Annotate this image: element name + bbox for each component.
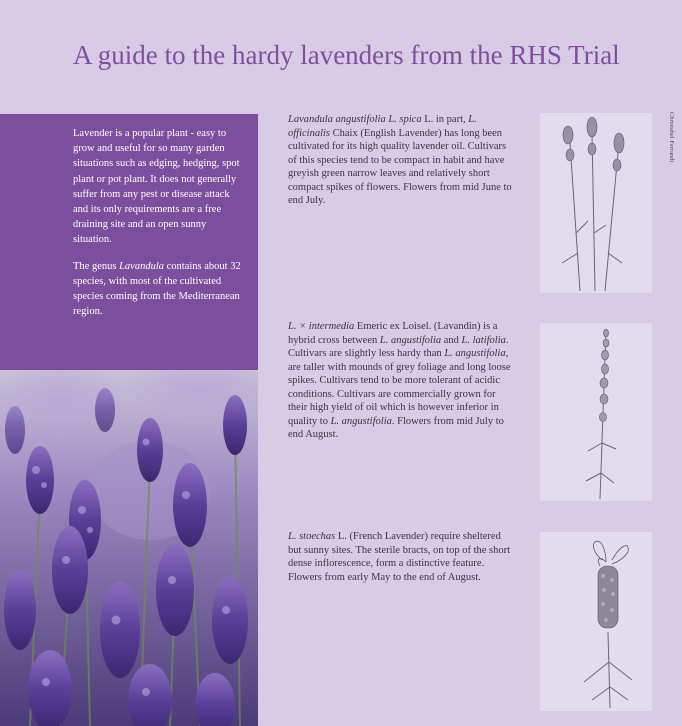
species-text: . Flowers from mid July to end August. <box>288 415 504 440</box>
species-reference: L. angustifolia <box>330 415 392 427</box>
species-name: L. stoechas <box>288 531 336 542</box>
genus-name: Lavandula <box>119 260 164 272</box>
species-reference: L. latifolia <box>461 334 506 346</box>
species-description-stoechas <box>288 530 514 584</box>
species-text: Emeric ex Loisel. (Lavandin) is a hybrid cross between <box>288 321 498 346</box>
intro-paragraph-2 <box>73 259 246 320</box>
species-text: L. (French Lavender) require sheltered but sunny sites. The sterile bracts, on top of the short dense inflorescence, form a distinctive feature. Flowers from early May to the end of August. <box>288 531 511 583</box>
angustifolia-illustration <box>540 113 652 293</box>
intro-panel <box>0 114 258 370</box>
species-name: Lavandula angustifolia L. spica <box>288 114 422 125</box>
species-text: Chaix (English Lavender) has long been cultivated for its high quality lavender oil. Cultivars of this species tend to be compact in habit and have greyish green narrow leaves and relatively short compact spikes of flowers. Flowers from mid June to end July. <box>288 127 512 206</box>
intro-paragraph-1: Lavender is a popular plant - easy to grow and useful for so many garden situations such as edging, hedging, spot plant or pot plant. It does not generally suffer from any pest or disease attack and its only requirements are a free draining site and an open sunny situation. <box>73 128 240 246</box>
lavender-field-photo <box>0 370 258 726</box>
species-synonym: L. officinalis <box>288 114 477 139</box>
species-text: L. in part, <box>421 114 469 125</box>
species-description-angustifolia <box>288 113 514 208</box>
intro-text: contains about 32 species, with most of the cultivated species coming from the Mediterranean region. <box>73 260 241 318</box>
species-text: and <box>441 334 462 346</box>
species-text: , are taller with mounds of grey foliage and long loose spikes. Cultivars tend to be more tolerant of acidic conditions. Cultivars are commercially grown for their high yield of oil which is however inferior in quality to <box>288 348 511 427</box>
stoechas-illustration <box>540 532 652 711</box>
intermedia-illustration <box>540 323 652 501</box>
illustration-credit: Christabel Ferrandi <box>668 112 675 163</box>
species-reference: L. angustifolia <box>444 348 506 359</box>
page-title: A guide to the hardy lavenders from the RHS Trial <box>73 40 620 70</box>
species-name: L. × intermedia <box>288 321 355 332</box>
species-reference: L. angustifolia <box>379 334 442 346</box>
intro-text: The genus <box>73 260 120 272</box>
species-text: . Cultivars are slightly less hardy than <box>288 334 509 359</box>
species-description-intermedia <box>288 320 514 442</box>
